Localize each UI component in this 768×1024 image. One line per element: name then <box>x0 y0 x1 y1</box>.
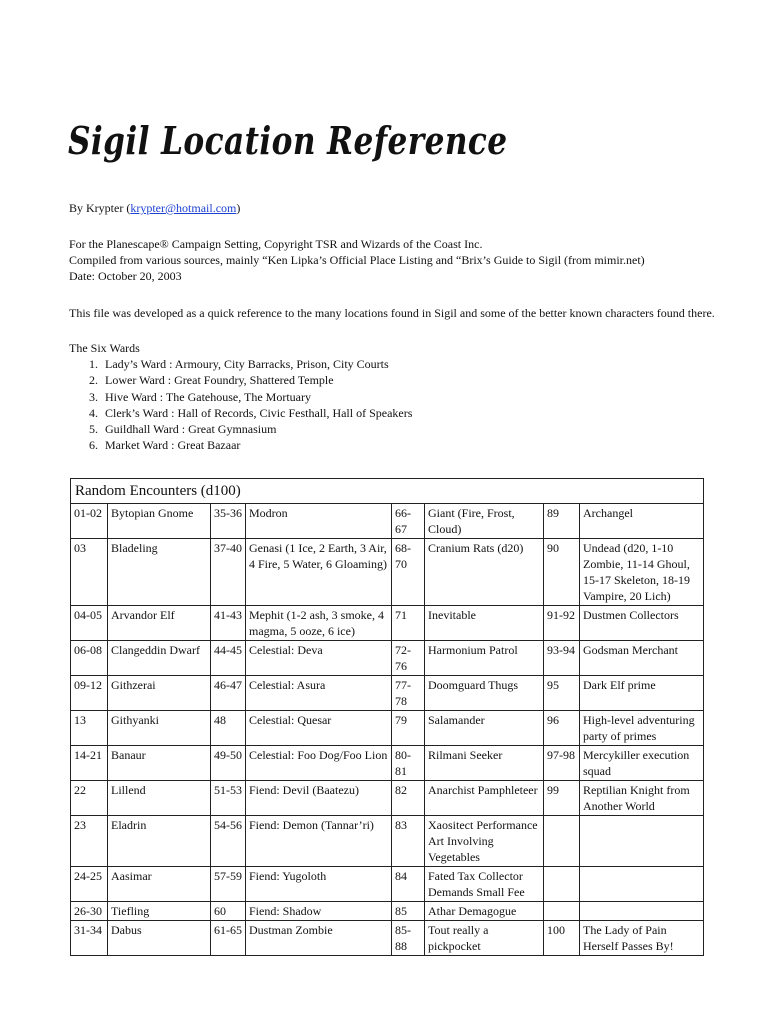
byline-prefix: By Krypter ( <box>69 201 131 215</box>
roll-range-cell: 49-50 <box>211 746 246 781</box>
roll-range-cell: 72-76 <box>392 641 425 676</box>
creature-cell: Tiefling <box>108 902 211 921</box>
roll-range-cell: 60 <box>211 902 246 921</box>
ward-item: 6. Market Ward : Great Bazaar <box>89 438 241 453</box>
roll-range-cell: 95 <box>544 676 580 711</box>
creature-cell: Celestial: Deva <box>246 641 392 676</box>
creature-cell <box>580 902 704 921</box>
creature-cell: Dabus <box>108 921 211 956</box>
table-row <box>71 902 704 921</box>
intro-date: Date: October 20, 2003 <box>69 269 182 283</box>
creature-cell: The Lady of Pain Herself Passes By! <box>580 921 704 956</box>
table-header-row <box>71 479 704 504</box>
creature-cell: Fiend: Demon (Tannar’ri) <box>246 816 392 867</box>
roll-range-cell: 57-59 <box>211 867 246 902</box>
wards-list <box>69 356 412 454</box>
ward-item: 1. Lady’s Ward : Armoury, City Barracks, Prison, City Courts <box>89 357 389 371</box>
roll-range-cell: 54-56 <box>211 816 246 867</box>
creature-cell: Celestial: Quesar <box>246 711 392 746</box>
creature-cell: Banaur <box>108 746 211 781</box>
roll-range-cell: 84 <box>392 867 425 902</box>
creature-cell: Fiend: Shadow <box>246 902 392 921</box>
creature-cell: Giant (Fire, Frost, Cloud) <box>425 504 544 539</box>
roll-range-cell: 51-53 <box>211 781 246 816</box>
roll-range-cell: 48 <box>211 711 246 746</box>
creature-cell: Dustman Zombie <box>246 921 392 956</box>
table-row <box>71 921 704 956</box>
roll-range-cell: 90 <box>544 539 580 606</box>
creature-cell: Arvandor Elf <box>108 606 211 641</box>
table-body <box>71 504 704 956</box>
creature-cell: Doomguard Thugs <box>425 676 544 711</box>
creature-cell: Mercykiller execution squad <box>580 746 704 781</box>
roll-range-cell: 37-40 <box>211 539 246 606</box>
roll-range-cell: 93-94 <box>544 641 580 676</box>
roll-range-cell: 100 <box>544 921 580 956</box>
roll-range-cell: 09-12 <box>71 676 108 711</box>
roll-range-cell: 31-34 <box>71 921 108 956</box>
table-row <box>71 746 704 781</box>
intro-sources: Compiled from various sources, mainly “Ken Lipka’s Official Place Listing and “Brix’s Guide to Sigil (from mimir.net) <box>69 253 645 267</box>
roll-range-cell: 14-21 <box>71 746 108 781</box>
roll-range-cell: 46-47 <box>211 676 246 711</box>
table-row <box>71 606 704 641</box>
creature-cell: Salamander <box>425 711 544 746</box>
roll-range-cell: 26-30 <box>71 902 108 921</box>
description: This file was developed as a quick reference to the many locations found in Sigil and some of the better known characters found there. <box>69 306 715 320</box>
roll-range-cell: 04-05 <box>71 606 108 641</box>
creature-cell: Mephit (1-2 ash, 3 smoke, 4 magma, 5 ooze, 6 ice) <box>246 606 392 641</box>
roll-range-cell: 68-70 <box>392 539 425 606</box>
creature-cell: Undead (d20, 1-10 Zombie, 11-14 Ghoul, 15-17 Skeleton, 18-19 Vampire, 20 Lich) <box>580 539 704 606</box>
intro-copyright: For the Planescape® Campaign Setting, Copyright TSR and Wizards of the Coast Inc. <box>69 237 483 251</box>
byline <box>69 200 240 216</box>
creature-cell: Reptilian Knight from Another World <box>580 781 704 816</box>
creature-cell: Cranium Rats (d20) <box>425 539 544 606</box>
roll-range-cell: 82 <box>392 781 425 816</box>
roll-range-cell: 96 <box>544 711 580 746</box>
table-title: Random Encounters (d100) <box>71 479 704 504</box>
creature-cell: Athar Demagogue <box>425 902 544 921</box>
roll-range-cell: 80-81 <box>392 746 425 781</box>
table-row <box>71 641 704 676</box>
creature-cell: Anarchist Pamphleteer <box>425 781 544 816</box>
roll-range-cell: 22 <box>71 781 108 816</box>
creature-cell: Bytopian Gnome <box>108 504 211 539</box>
roll-range-cell: 01-02 <box>71 504 108 539</box>
random-encounters-table <box>70 478 704 956</box>
creature-cell: Dustmen Collectors <box>580 606 704 641</box>
roll-range-cell: 77-78 <box>392 676 425 711</box>
creature-cell: Dark Elf prime <box>580 676 704 711</box>
creature-cell: Fiend: Devil (Baatezu) <box>246 781 392 816</box>
creature-cell: Clangeddin Dwarf <box>108 641 211 676</box>
table-row <box>71 676 704 711</box>
creature-cell: Githzerai <box>108 676 211 711</box>
creature-cell: Fated Tax Collector Demands Small Fee <box>425 867 544 902</box>
roll-range-cell: 71 <box>392 606 425 641</box>
creature-cell <box>580 816 704 867</box>
table-row <box>71 504 704 539</box>
creature-cell: Aasimar <box>108 867 211 902</box>
creature-cell: Lillend <box>108 781 211 816</box>
roll-range-cell <box>544 816 580 867</box>
roll-range-cell: 85-88 <box>392 921 425 956</box>
creature-cell: Harmonium Patrol <box>425 641 544 676</box>
creature-cell: Eladrin <box>108 816 211 867</box>
byline-suffix: ) <box>236 201 241 215</box>
table-row <box>71 781 704 816</box>
table-row <box>71 539 704 606</box>
roll-range-cell: 23 <box>71 816 108 867</box>
creature-cell: Inevitable <box>425 606 544 641</box>
creature-cell: Bladeling <box>108 539 211 606</box>
roll-range-cell: 85 <box>392 902 425 921</box>
creature-cell: Genasi (1 Ice, 2 Earth, 3 Air, 4 Fire, 5 Water, 6 Gloaming) <box>246 539 392 606</box>
roll-range-cell: 44-45 <box>211 641 246 676</box>
roll-range-cell: 24-25 <box>71 867 108 902</box>
roll-range-cell: 89 <box>544 504 580 539</box>
roll-range-cell: 41-43 <box>211 606 246 641</box>
ward-item: 2. Lower Ward : Great Foundry, Shattered Temple <box>89 373 334 388</box>
ward-item: 3. Hive Ward : The Gatehouse, The Mortuary <box>89 389 311 404</box>
roll-range-cell: 99 <box>544 781 580 816</box>
roll-range-cell: 03 <box>71 539 108 606</box>
creature-cell: Fiend: Yugoloth <box>246 867 392 902</box>
creature-cell <box>580 867 704 902</box>
roll-range-cell <box>544 902 580 921</box>
creature-cell: High-level adventuring party of primes <box>580 711 704 746</box>
roll-range-cell: 35-36 <box>211 504 246 539</box>
wards-heading: The Six Wards <box>69 341 140 355</box>
roll-range-cell <box>544 867 580 902</box>
roll-range-cell: 79 <box>392 711 425 746</box>
creature-cell: Godsman Merchant <box>580 641 704 676</box>
creature-cell: Celestial: Asura <box>246 676 392 711</box>
roll-range-cell: 83 <box>392 816 425 867</box>
ward-item: 5. Guildhall Ward : Great Gymnasium <box>89 422 277 437</box>
creature-cell: Xaositect Performance Art Involving Vegetables <box>425 816 544 867</box>
roll-range-cell: 61-65 <box>211 921 246 956</box>
ward-item: 4. Clerk’s Ward : Hall of Records, Civic Festhall, Hall of Speakers <box>89 405 413 420</box>
creature-cell: Tout really a pickpocket <box>425 921 544 956</box>
creature-cell: Archangel <box>580 504 704 539</box>
table-row <box>71 711 704 746</box>
table-row <box>71 816 704 867</box>
author-email-link[interactable]: krypter@hotmail.com <box>130 201 237 215</box>
creature-cell: Celestial: Foo Dog/Foo Lion <box>246 746 392 781</box>
creature-cell: Rilmani Seeker <box>425 746 544 781</box>
roll-range-cell: 13 <box>71 711 108 746</box>
roll-range-cell: 97-98 <box>544 746 580 781</box>
roll-range-cell: 06-08 <box>71 641 108 676</box>
roll-range-cell: 66-67 <box>392 504 425 539</box>
creature-cell: Githyanki <box>108 711 211 746</box>
page-title: Sigil Location Reference <box>68 118 508 163</box>
creature-cell: Modron <box>246 504 392 539</box>
roll-range-cell: 91-92 <box>544 606 580 641</box>
table-row <box>71 867 704 902</box>
